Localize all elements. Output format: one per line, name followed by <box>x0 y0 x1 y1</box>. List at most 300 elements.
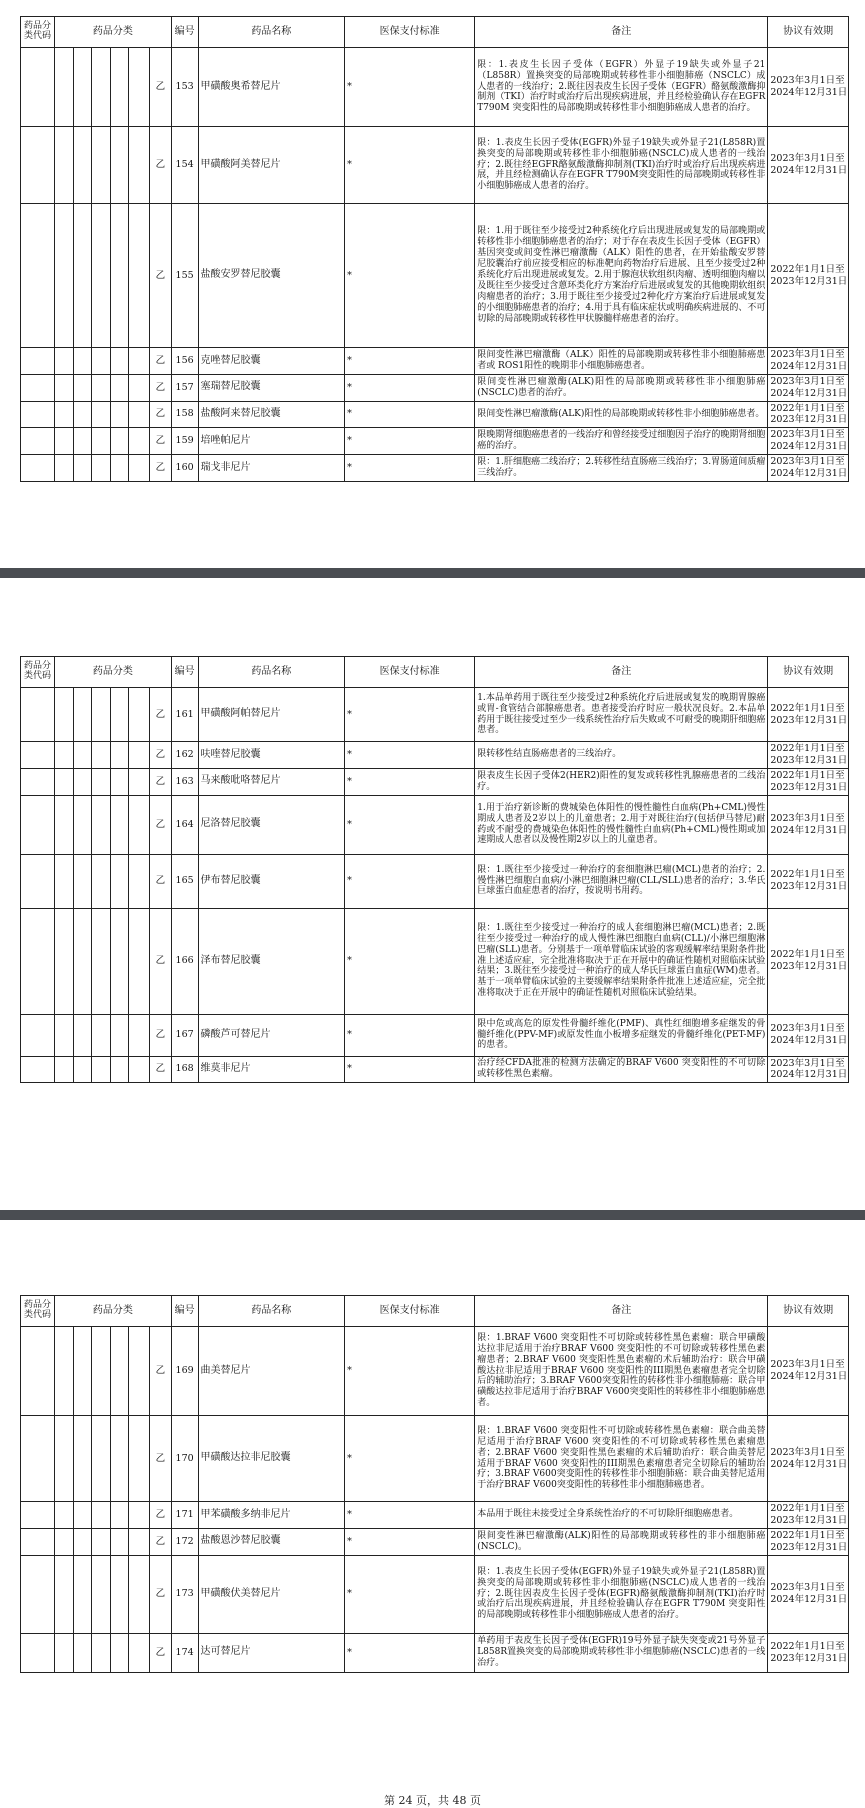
num-cell: 167 <box>171 1014 198 1056</box>
validity-start: 2022年1月1日至 <box>770 769 845 781</box>
empty-cell <box>55 374 74 401</box>
empty-cell <box>129 1056 150 1083</box>
num-cell: 156 <box>171 348 198 375</box>
validity-end: 2023年12月31日 <box>770 781 848 793</box>
validity-end: 2023年12月31日 <box>770 714 848 726</box>
header-name: 药品名称 <box>198 1296 345 1327</box>
table-row <box>21 127 849 204</box>
validity-cell <box>768 1502 849 1529</box>
empty-cell <box>92 1502 111 1529</box>
drug-name-cell: 伊布替尼胶囊 <box>198 854 345 908</box>
drug-name-cell: 甲磺酸奥希替尼片 <box>198 48 345 127</box>
table-row <box>21 455 849 482</box>
empty-cell <box>110 204 129 348</box>
validity-start: 2022年1月1日至 <box>770 1640 845 1652</box>
num-cell: 166 <box>171 908 198 1014</box>
empty-cell <box>73 48 92 127</box>
table-row <box>21 795 849 854</box>
validity-start: 2023年3月1日至 <box>770 1057 845 1069</box>
empty-cell <box>129 1502 150 1529</box>
validity-cell <box>768 1056 849 1083</box>
payment-standard-cell: * <box>345 1528 475 1555</box>
empty-cell <box>129 1014 150 1056</box>
empty-cell <box>110 795 129 854</box>
table-row <box>21 742 849 769</box>
empty-cell <box>55 742 74 769</box>
remarks-cell: 限：1.BRAF V600 突变阳性不可切除或转移性黑色素瘤：联合甲磺酸达拉非尼适用于治疗BRAF V600 突变阳性的不可切除或转移性黑色素瘤患者；2.BRAF V600 突变阳性黑色素瘤的术后辅助治疗：联合甲磺酸达拉非尼适用于BRAF V600 突变阳性的III期黑色素瘤患者完全切除后的辅助治疗；3.BRAF V600突变阳性的转移性非小细胞肺癌：联合甲磺酸达拉非尼适用于治疗BRAF V600突变阳性的转移性非小细胞肺癌患者。 <box>475 1327 768 1416</box>
drug-name-cell: 培唑帕尼片 <box>198 428 345 455</box>
class-cell: 乙 <box>150 1327 172 1416</box>
empty-cell <box>21 854 55 908</box>
drug-name-cell: 泽布替尼胶囊 <box>198 908 345 1014</box>
empty-cell <box>110 1633 129 1672</box>
validity-cell <box>768 1416 849 1502</box>
table-row <box>21 48 849 127</box>
validity-cell <box>768 1327 849 1416</box>
empty-cell <box>73 1056 92 1083</box>
payment-standard-cell: * <box>345 401 475 428</box>
drug-name-cell: 塞瑞替尼胶囊 <box>198 374 345 401</box>
payment-standard-cell: * <box>345 1416 475 1502</box>
empty-cell <box>92 854 111 908</box>
class-cell: 乙 <box>150 688 172 742</box>
empty-cell <box>55 127 74 204</box>
empty-cell <box>73 768 92 795</box>
num-cell: 172 <box>171 1528 198 1555</box>
table-row <box>21 401 849 428</box>
num-cell: 171 <box>171 1502 198 1529</box>
remarks-cell: 限：1.肝细胞癌二线治疗；2.转移性结直肠癌三线治疗；3.胃肠道间质瘤三线治疗。 <box>475 455 768 482</box>
class-cell: 乙 <box>150 1555 172 1633</box>
validity-start: 2023年3月1日至 <box>770 375 845 387</box>
empty-cell <box>129 795 150 854</box>
header-name: 药品名称 <box>198 17 345 48</box>
empty-cell <box>55 204 74 348</box>
empty-cell <box>92 1327 111 1416</box>
validity-end: 2023年12月31日 <box>770 275 848 287</box>
header-row <box>21 657 849 688</box>
page-2 <box>0 578 865 1210</box>
payment-standard-cell: * <box>345 908 475 1014</box>
payment-standard-cell: * <box>345 348 475 375</box>
empty-cell <box>21 48 55 127</box>
validity-end: 2023年12月31日 <box>770 1514 848 1526</box>
validity-start: 2022年1月1日至 <box>770 1529 845 1541</box>
class-cell: 乙 <box>150 1014 172 1056</box>
empty-cell <box>110 1528 129 1555</box>
validity-start: 2022年1月1日至 <box>770 743 845 754</box>
empty-cell <box>129 348 150 375</box>
empty-cell <box>73 1416 92 1502</box>
page-separator <box>0 568 865 578</box>
empty-cell <box>55 1014 74 1056</box>
remarks-cell: 治疗经CFDA批准的检测方法确定的BRAF V600 突变阳性的不可切除或转移性黑色素瘤。 <box>475 1056 768 1083</box>
table-row <box>21 204 849 348</box>
validity-start: 2022年1月1日至 <box>770 402 845 414</box>
table-row <box>21 348 849 375</box>
validity-cell <box>768 455 849 482</box>
empty-cell <box>21 688 55 742</box>
empty-cell <box>21 768 55 795</box>
validity-end: 2024年12月31日 <box>770 165 848 176</box>
validity-start: 2023年3月1日至 <box>770 1359 845 1371</box>
empty-cell <box>21 1555 55 1633</box>
empty-cell <box>73 1633 92 1672</box>
payment-standard-cell: * <box>345 374 475 401</box>
class-cell: 乙 <box>150 768 172 795</box>
empty-cell <box>21 1416 55 1502</box>
header-num: 编号 <box>171 17 198 48</box>
empty-cell <box>129 401 150 428</box>
header-code: 药品分类代码 <box>21 657 55 688</box>
empty-cell <box>110 854 129 908</box>
payment-standard-cell: * <box>345 428 475 455</box>
empty-cell <box>55 455 74 482</box>
num-cell: 174 <box>171 1633 198 1672</box>
validity-start: 2022年1月1日至 <box>770 263 845 275</box>
header-category: 药品分类 <box>55 657 172 688</box>
drug-name-cell: 马来酸吡咯替尼片 <box>198 768 345 795</box>
empty-cell <box>21 1056 55 1083</box>
empty-cell <box>129 428 150 455</box>
empty-cell <box>129 1416 150 1502</box>
class-cell: 乙 <box>150 374 172 401</box>
empty-cell <box>73 204 92 348</box>
num-cell: 161 <box>171 688 198 742</box>
class-cell: 乙 <box>150 1528 172 1555</box>
table-row <box>21 1633 849 1672</box>
class-cell: 乙 <box>150 428 172 455</box>
empty-cell <box>110 455 129 482</box>
remarks-cell: 限表皮生长因子受体2(HER2)阳性的复发或转移性乳腺癌患者的二线治疗。 <box>475 768 768 795</box>
empty-cell <box>129 1633 150 1672</box>
empty-cell <box>73 348 92 375</box>
validity-start: 2023年3月1日至 <box>770 1023 845 1035</box>
table-row <box>21 428 849 455</box>
validity-cell <box>768 48 849 127</box>
page-1 <box>0 0 865 568</box>
remarks-cell: 限：1.表皮生长因子受体（EGFR）外显子19缺失或外显子21（L858R）置换突变的局部晚期或转移性非小细胞肺癌（NSCLC）成人患者的一线治疗；2.既往因表皮生长因子受体（EGFR）酪氨酸激酶抑制剂（TKI）治疗时或治疗后出现疾病进展，并且经检验确认存在EGFR T790M 突变阳性的局部晚期或转移性非小细胞肺癌成人患者的治疗。 <box>475 48 768 127</box>
num-cell: 163 <box>171 768 198 795</box>
empty-cell <box>55 1633 74 1672</box>
validity-end: 2024年12月31日 <box>770 360 848 372</box>
empty-cell <box>73 127 92 204</box>
empty-cell <box>21 1633 55 1672</box>
empty-cell <box>129 374 150 401</box>
empty-cell <box>92 1528 111 1555</box>
empty-cell <box>92 204 111 348</box>
validity-cell <box>768 795 849 854</box>
drug-name-cell: 甲苯磺酸多纳非尼片 <box>198 1502 345 1529</box>
drug-name-cell: 达可替尼片 <box>198 1633 345 1672</box>
drug-table <box>20 1295 849 1673</box>
empty-cell <box>110 48 129 127</box>
empty-cell <box>92 1633 111 1672</box>
num-cell: 169 <box>171 1327 198 1416</box>
payment-standard-cell: * <box>345 1014 475 1056</box>
header-category: 药品分类 <box>55 1296 172 1327</box>
validity-cell <box>768 688 849 742</box>
empty-cell <box>92 795 111 854</box>
drug-name-cell: 磷酸芦可替尼片 <box>198 1014 345 1056</box>
empty-cell <box>55 1528 74 1555</box>
validity-end: 2024年12月31日 <box>770 1458 848 1470</box>
class-cell: 乙 <box>150 455 172 482</box>
empty-cell <box>110 1416 129 1502</box>
empty-cell <box>129 742 150 769</box>
empty-cell <box>73 1502 92 1529</box>
payment-standard-cell: * <box>345 742 475 769</box>
payment-standard-cell: * <box>345 1555 475 1633</box>
empty-cell <box>21 127 55 204</box>
payment-standard-cell: * <box>345 1327 475 1416</box>
class-cell: 乙 <box>150 742 172 769</box>
drug-name-cell: 尼洛替尼胶囊 <box>198 795 345 854</box>
empty-cell <box>21 742 55 769</box>
empty-cell <box>110 401 129 428</box>
empty-cell <box>129 1555 150 1633</box>
table-row <box>21 688 849 742</box>
drug-name-cell: 甲磺酸伏美替尼片 <box>198 1555 345 1633</box>
validity-end: 2023年12月31日 <box>770 1652 848 1664</box>
validity-start: 2023年3月1日至 <box>770 812 845 824</box>
empty-cell <box>21 1502 55 1529</box>
payment-standard-cell: * <box>345 48 475 127</box>
empty-cell <box>110 1555 129 1633</box>
empty-cell <box>129 455 150 482</box>
empty-cell <box>129 204 150 348</box>
num-cell: 159 <box>171 428 198 455</box>
header-num: 编号 <box>171 657 198 688</box>
payment-standard-cell: * <box>345 204 475 348</box>
drug-table <box>20 656 849 1083</box>
validity-end: 2023年12月31日 <box>770 414 848 426</box>
drug-name-cell: 瑞戈非尼片 <box>198 455 345 482</box>
empty-cell <box>55 1555 74 1633</box>
header-code: 药品分类代码 <box>21 17 55 48</box>
validity-end: 2024年12月31日 <box>770 1371 848 1382</box>
empty-cell <box>55 428 74 455</box>
num-cell: 155 <box>171 204 198 348</box>
table-row <box>21 1056 849 1083</box>
empty-cell <box>21 795 55 854</box>
validity-start: 2023年3月1日至 <box>770 1582 845 1594</box>
empty-cell <box>129 688 150 742</box>
remarks-cell: 限：1.用于既往至少接受过2种系统化疗后出现进展或复发的局部晚期或转移性非小细胞肺癌患者的治疗；对于存在表皮生长因子受体（EGFR）基因突变或间变性淋巴瘤激酶（ALK）阳性的患者，在开始盐酸安罗替尼胶囊治疗前应接受相应的标准靶向药物治疗后进展、且至少接受过2种系统化疗后出现进展或复发。2.用于腺泡状软组织肉瘤、透明细胞肉瘤以及既往至少接受过含蒽环类化疗方案治疗后进展或复发的其他晚期软组织肉瘤患者的治疗；3.用于既往至少接受过2种化疗方案治疗后进展或复发的小细胞肺癌患者的治疗；4.用于具有临床症状或明确疾病进展的、不可切除的局部晚期或转移性甲状腺髓样癌患者的治疗。 <box>475 204 768 348</box>
drug-name-cell: 盐酸安罗替尼胶囊 <box>198 204 345 348</box>
table-row <box>21 1327 849 1416</box>
empty-cell <box>55 1416 74 1502</box>
empty-cell <box>73 854 92 908</box>
header-num: 编号 <box>171 1296 198 1327</box>
validity-cell <box>768 908 849 1014</box>
page-footer: 第 24 页，共 48 页 <box>384 1794 481 1807</box>
empty-cell <box>129 908 150 1014</box>
empty-cell <box>92 48 111 127</box>
empty-cell <box>110 768 129 795</box>
header-standard: 医保支付标准 <box>345 17 475 48</box>
drug-name-cell: 甲磺酸阿美替尼片 <box>198 127 345 204</box>
validity-start: 2022年1月1日至 <box>770 869 845 881</box>
remarks-cell: 1.用于治疗新诊断的费城染色体阳性的慢性髓性白血病(Ph+CML)慢性期成人患者及2岁以上的儿童患者；2.用于对既往治疗(包括伊马替尼)耐药或不耐受的费城染色体阳性的慢性髓性白血病(Ph+CML)慢性期或加速期成人患者以及慢性期2岁以上的儿童患者。 <box>475 795 768 854</box>
table-row <box>21 1014 849 1056</box>
num-cell: 153 <box>171 48 198 127</box>
validity-start: 2023年3月1日至 <box>770 75 845 87</box>
header-remarks: 备注 <box>475 17 768 48</box>
empty-cell <box>92 1555 111 1633</box>
empty-cell <box>73 742 92 769</box>
empty-cell <box>55 795 74 854</box>
validity-start: 2023年3月1日至 <box>770 153 845 165</box>
empty-cell <box>129 1528 150 1555</box>
empty-cell <box>110 374 129 401</box>
empty-cell <box>73 1014 92 1056</box>
payment-standard-cell: * <box>345 795 475 854</box>
class-cell: 乙 <box>150 1502 172 1529</box>
header-validity: 协议有效期 <box>768 657 849 688</box>
class-cell: 乙 <box>150 908 172 1014</box>
empty-cell <box>21 204 55 348</box>
remarks-cell: 本品用于既往未接受过全身系统性治疗的不可切除肝细胞癌患者。 <box>475 1502 768 1529</box>
empty-cell <box>129 854 150 908</box>
validity-end: 2024年12月31日 <box>770 87 848 98</box>
table-row <box>21 768 849 795</box>
empty-cell <box>55 1502 74 1529</box>
payment-standard-cell: * <box>345 768 475 795</box>
empty-cell <box>92 1056 111 1083</box>
remarks-cell: 限间变性淋巴瘤激酶(ALK)阳性的局部晚期或转移性的非小细胞肺癌(NSCLC)。 <box>475 1528 768 1555</box>
table-row <box>21 1555 849 1633</box>
class-cell: 乙 <box>150 348 172 375</box>
payment-standard-cell: * <box>345 1502 475 1529</box>
remarks-cell: 限中危或高危的原发性骨髓纤维化(PMF)、真性红细胞增多症继发的骨髓纤维化(PPV-MF)或原发性血小板增多症继发的骨髓纤维化(PET-MF)的患者。 <box>475 1014 768 1056</box>
remarks-cell: 1.本品单药用于既往至少接受过2种系统化疗后进展或复发的晚期胃腺癌或胃-食管结合部腺癌患者。患者接受治疗时应一般状况良好。2.本品单药用于既往接受过至少一线系统性治疗后失败或不可耐受的晚期肝细胞癌患者。 <box>475 688 768 742</box>
empty-cell <box>55 1056 74 1083</box>
validity-cell <box>768 854 849 908</box>
empty-cell <box>92 742 111 769</box>
empty-cell <box>92 768 111 795</box>
header-row <box>21 17 849 48</box>
table-row <box>21 1502 849 1529</box>
validity-cell <box>768 348 849 375</box>
table-row <box>21 1416 849 1502</box>
validity-cell <box>768 374 849 401</box>
empty-cell <box>73 401 92 428</box>
empty-cell <box>92 348 111 375</box>
remarks-cell: 限间变性淋巴瘤激酶（ALK）阳性的局部晚期或转移性非小细胞肺癌患者或 ROS1阳性的晚期非小细胞肺癌患者。 <box>475 348 768 375</box>
empty-cell <box>110 1014 129 1056</box>
remarks-cell: 限晚期肾细胞癌患者的一线治疗和曾经接受过细胞因子治疗的晚期肾细胞癌的治疗。 <box>475 428 768 455</box>
validity-cell <box>768 1014 849 1056</box>
class-cell: 乙 <box>150 854 172 908</box>
remarks-cell: 限：1.表皮生长因子受体(EGFR)外显子19缺失或外显子21(L858R)置换突变的局部晚期或转移性非小细胞肺癌(NSCLC)成人患者的一线治疗；2.既往经EGFR酪氨酸激酶抑制剂(TKI)治疗时或治疗后出现疾病进展，并且经检测确认存在EGFR T790M突变阳性的局部晚期或转移性非小细胞肺癌成人患者的治疗。 <box>475 127 768 204</box>
remarks-cell: 限间变性淋巴瘤激酶(ALK)阳性的局部晚期或转移性非小细胞肺癌患者。 <box>475 401 768 428</box>
validity-end: 2024年12月31日 <box>770 467 848 479</box>
empty-cell <box>73 1555 92 1633</box>
class-cell: 乙 <box>150 1633 172 1672</box>
empty-cell <box>21 1014 55 1056</box>
drug-name-cell: 呋喹替尼胶囊 <box>198 742 345 769</box>
validity-cell <box>768 1555 849 1633</box>
class-cell: 乙 <box>150 48 172 127</box>
drug-name-cell: 盐酸阿来替尼胶囊 <box>198 401 345 428</box>
empty-cell <box>92 455 111 482</box>
empty-cell <box>55 768 74 795</box>
empty-cell <box>21 908 55 1014</box>
page-3 <box>0 1220 865 1803</box>
validity-end: 2024年12月31日 <box>770 1069 848 1081</box>
header-category: 药品分类 <box>55 17 172 48</box>
validity-end: 2024年12月31日 <box>770 1594 848 1605</box>
validity-cell <box>768 768 849 795</box>
empty-cell <box>55 854 74 908</box>
empty-cell <box>55 48 74 127</box>
validity-cell <box>768 401 849 428</box>
header-name: 药品名称 <box>198 657 345 688</box>
header-row <box>21 1296 849 1327</box>
validity-end: 2024年12月31日 <box>770 441 848 453</box>
class-cell: 乙 <box>150 401 172 428</box>
empty-cell <box>55 908 74 1014</box>
drug-name-cell: 维莫非尼片 <box>198 1056 345 1083</box>
validity-start: 2022年1月1日至 <box>770 949 845 961</box>
empty-cell <box>110 127 129 204</box>
empty-cell <box>110 908 129 1014</box>
class-cell: 乙 <box>150 1416 172 1502</box>
class-cell: 乙 <box>150 204 172 348</box>
empty-cell <box>110 1327 129 1416</box>
validity-end: 2024年12月31日 <box>770 387 848 399</box>
num-cell: 173 <box>171 1555 198 1633</box>
drug-name-cell: 曲美替尼片 <box>198 1327 345 1416</box>
empty-cell <box>21 1528 55 1555</box>
num-cell: 154 <box>171 127 198 204</box>
empty-cell <box>21 374 55 401</box>
drug-name-cell: 克唑替尼胶囊 <box>198 348 345 375</box>
table-row <box>21 908 849 1014</box>
validity-cell <box>768 742 849 769</box>
header-standard: 医保支付标准 <box>345 1296 475 1327</box>
num-cell: 168 <box>171 1056 198 1083</box>
class-cell: 乙 <box>150 1056 172 1083</box>
remarks-cell: 限：1.表皮生长因子受体(EGFR)外显子19缺失或外显子21(L858R)置换突变的局部晚期或转移性非小细胞肺癌(NSCLC)成人患者的一线治疗；2.既往因表皮生长因子受体(EGFR)酪氨酸激酶抑制剂(TKI)治疗时或治疗后出现疾病进展，并且经检验确认存在EGFR T790M 突变阳性的局部晚期或转移性非小细胞肺癌成人患者的治疗。 <box>475 1555 768 1633</box>
empty-cell <box>73 795 92 854</box>
header-standard: 医保支付标准 <box>345 657 475 688</box>
header-validity: 协议有效期 <box>768 17 849 48</box>
validity-start: 2023年3月1日至 <box>770 429 845 441</box>
validity-end: 2024年12月31日 <box>770 1035 848 1046</box>
validity-end: 2023年12月31日 <box>770 961 848 972</box>
validity-end: 2023年12月31日 <box>770 881 848 892</box>
validity-start: 2023年3月1日至 <box>770 1446 845 1458</box>
class-cell: 乙 <box>150 795 172 854</box>
empty-cell <box>110 742 129 769</box>
empty-cell <box>92 127 111 204</box>
empty-cell <box>73 455 92 482</box>
empty-cell <box>21 455 55 482</box>
payment-standard-cell: * <box>345 127 475 204</box>
empty-cell <box>110 348 129 375</box>
empty-cell <box>129 768 150 795</box>
empty-cell <box>73 374 92 401</box>
remarks-cell: 限转移性结直肠癌患者的三线治疗。 <box>475 742 768 769</box>
page-separator <box>0 1210 865 1220</box>
empty-cell <box>92 1014 111 1056</box>
payment-standard-cell: * <box>345 1633 475 1672</box>
header-validity: 协议有效期 <box>768 1296 849 1327</box>
remarks-cell: 限：1.BRAF V600 突变阳性不可切除或转移性黑色素瘤：联合曲美替尼适用于治疗BRAF V600 突变阳性的不可切除或转移性黑色素瘤患者；2.BRAF V600 突变阳性黑色素瘤的术后辅助治疗：联合曲美替尼适用于BRAF V600 突变阳性的III期黑色素瘤患者完全切除后的辅助治疗；3.BRAF V600突变阳性的转移性非小细胞肺癌：联合曲美替尼适用于治疗BRAF V600突变阳性的转移性非小细胞肺癌患者。 <box>475 1416 768 1502</box>
table-row <box>21 1528 849 1555</box>
